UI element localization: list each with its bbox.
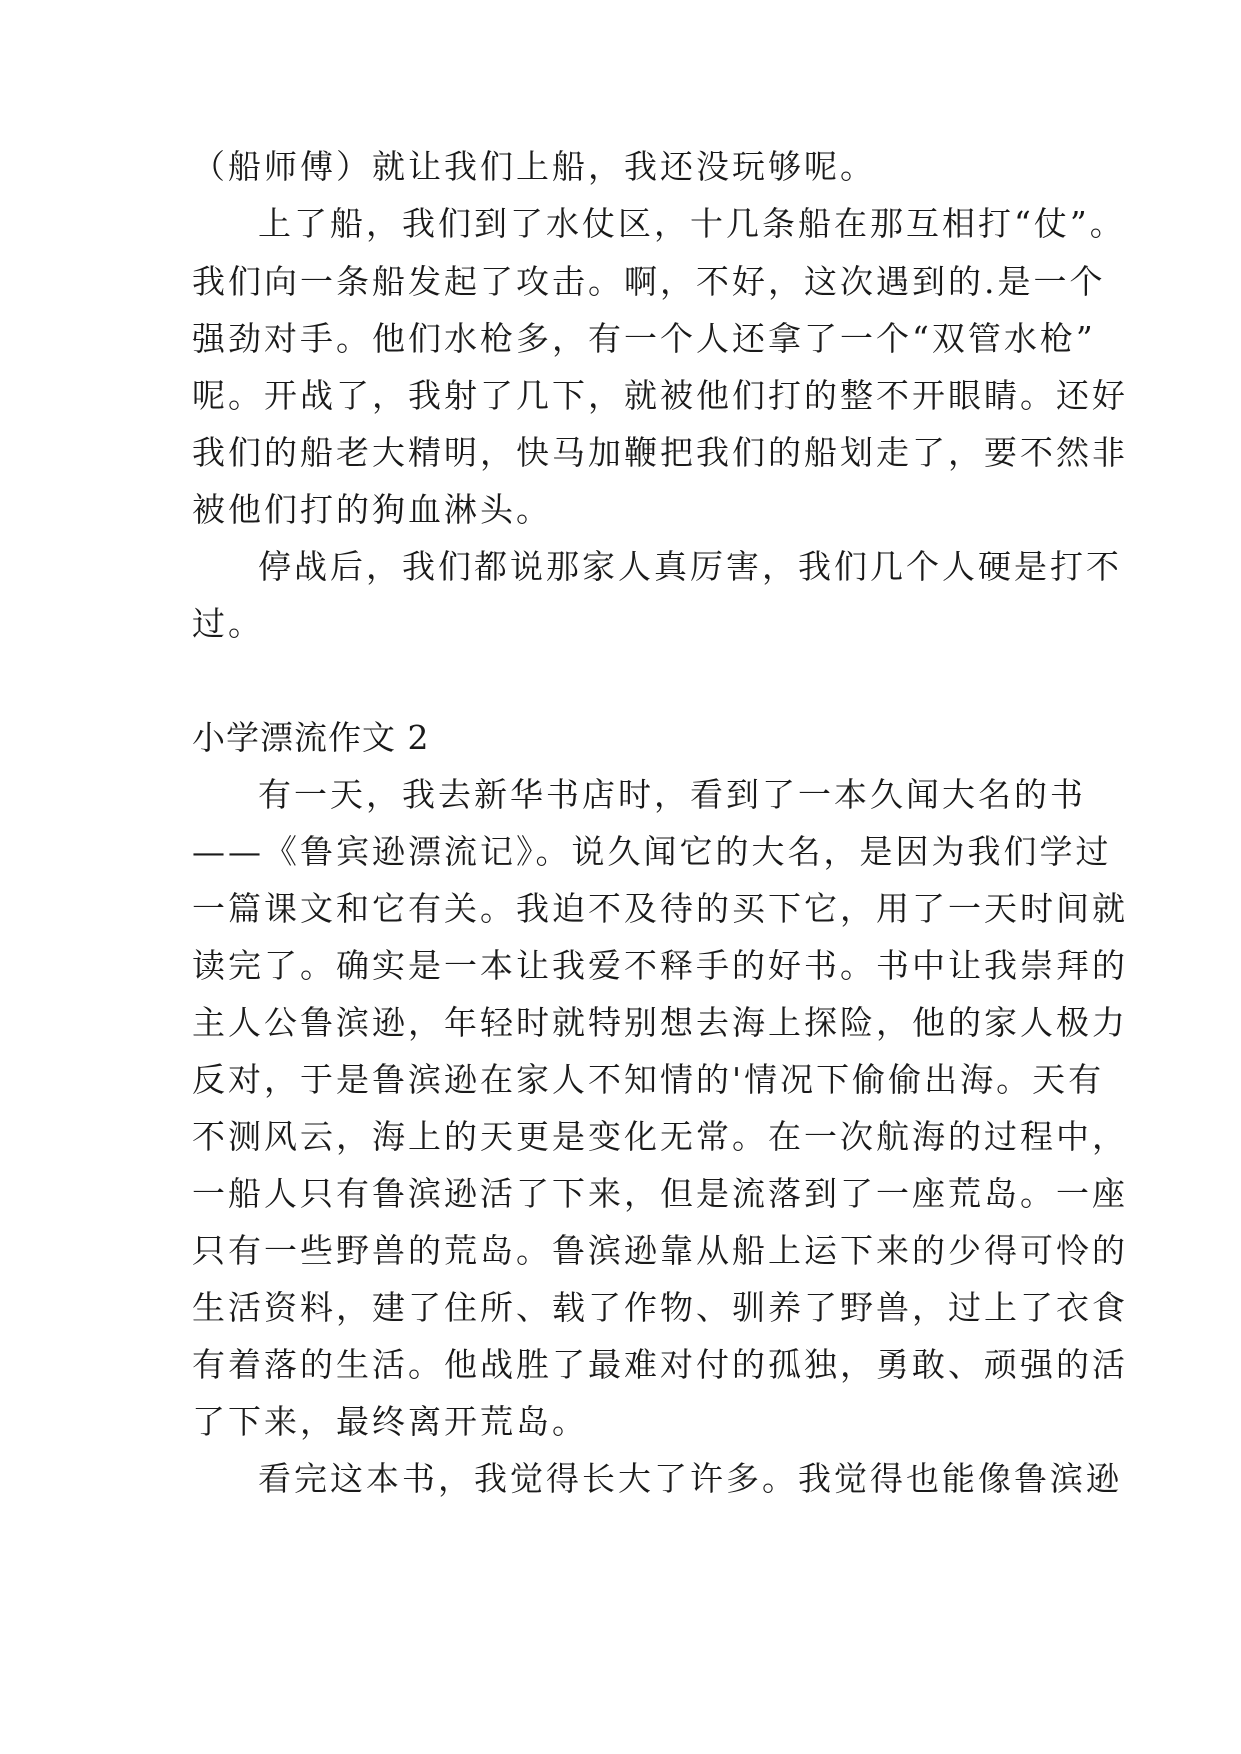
section-heading: 小学漂流作文 2 [192, 718, 430, 757]
text-line: 我们的船老大精明，快马加鞭把我们的船划走了，要不然非 [192, 433, 1128, 472]
paragraph-start: 停战后，我们都说那家人真厉害，我们几个人硬是打不 [258, 547, 1122, 586]
text-line: 过。 [192, 604, 264, 643]
paragraph-start: 有一天，我去新华书店时，看到了一本久闻大名的书 [258, 775, 1086, 814]
text-line: 一船人只有鲁滨逊活了下来，但是流落到了一座荒岛。一座 [192, 1174, 1128, 1213]
paragraph-start: 看完这本书，我觉得长大了许多。我觉得也能像鲁滨逊 [258, 1459, 1122, 1498]
paragraph-start: 上了船，我们到了水仗区，十几条船在那互相打“仗”。 [258, 204, 1126, 243]
text-line: ——《鲁宾逊漂流记》。说久闻它的大名，是因为我们学过 [192, 832, 1112, 871]
text-line: 不测风云，海上的天更是变化无常。在一次航海的过程中， [192, 1117, 1128, 1156]
text-line: 主人公鲁滨逊，年轻时就特别想去海上探险，他的家人极力 [192, 1003, 1128, 1042]
text-line: 被他们打的狗血淋头。 [192, 490, 552, 529]
text-line: 呢。开战了，我射了几下，就被他们打的整不开眼睛。还好 [192, 376, 1128, 415]
text-line: 强劲对手。他们水枪多，有一个人还拿了一个“双管水枪” [192, 319, 1096, 358]
text-line: 只有一些野兽的荒岛。鲁滨逊靠从船上运下来的少得可怜的 [192, 1231, 1128, 1270]
text-line: 有着落的生活。他战胜了最难对付的孤独，勇敢、顽强的活 [192, 1345, 1128, 1384]
text-line: 反对，于是鲁滨逊在家人不知情的'情况下偷偷出海。天有 [192, 1060, 1105, 1099]
text-line: 生活资料，建了住所、载了作物、驯养了野兽，过上了衣食 [192, 1288, 1128, 1327]
text-line: 一篇课文和它有关。我迫不及待的买下它，用了一天时间就 [192, 889, 1128, 928]
text-line: 读完了。确实是一本让我爱不释手的好书。书中让我崇拜的 [192, 946, 1128, 985]
text-line: （船师傅）就让我们上船，我还没玩够呢。 [192, 147, 876, 186]
text-line: 了下来，最终离开荒岛。 [192, 1402, 588, 1441]
text-line: 我们向一条船发起了攻击。啊，不好，这次遇到的.是一个 [192, 262, 1106, 301]
